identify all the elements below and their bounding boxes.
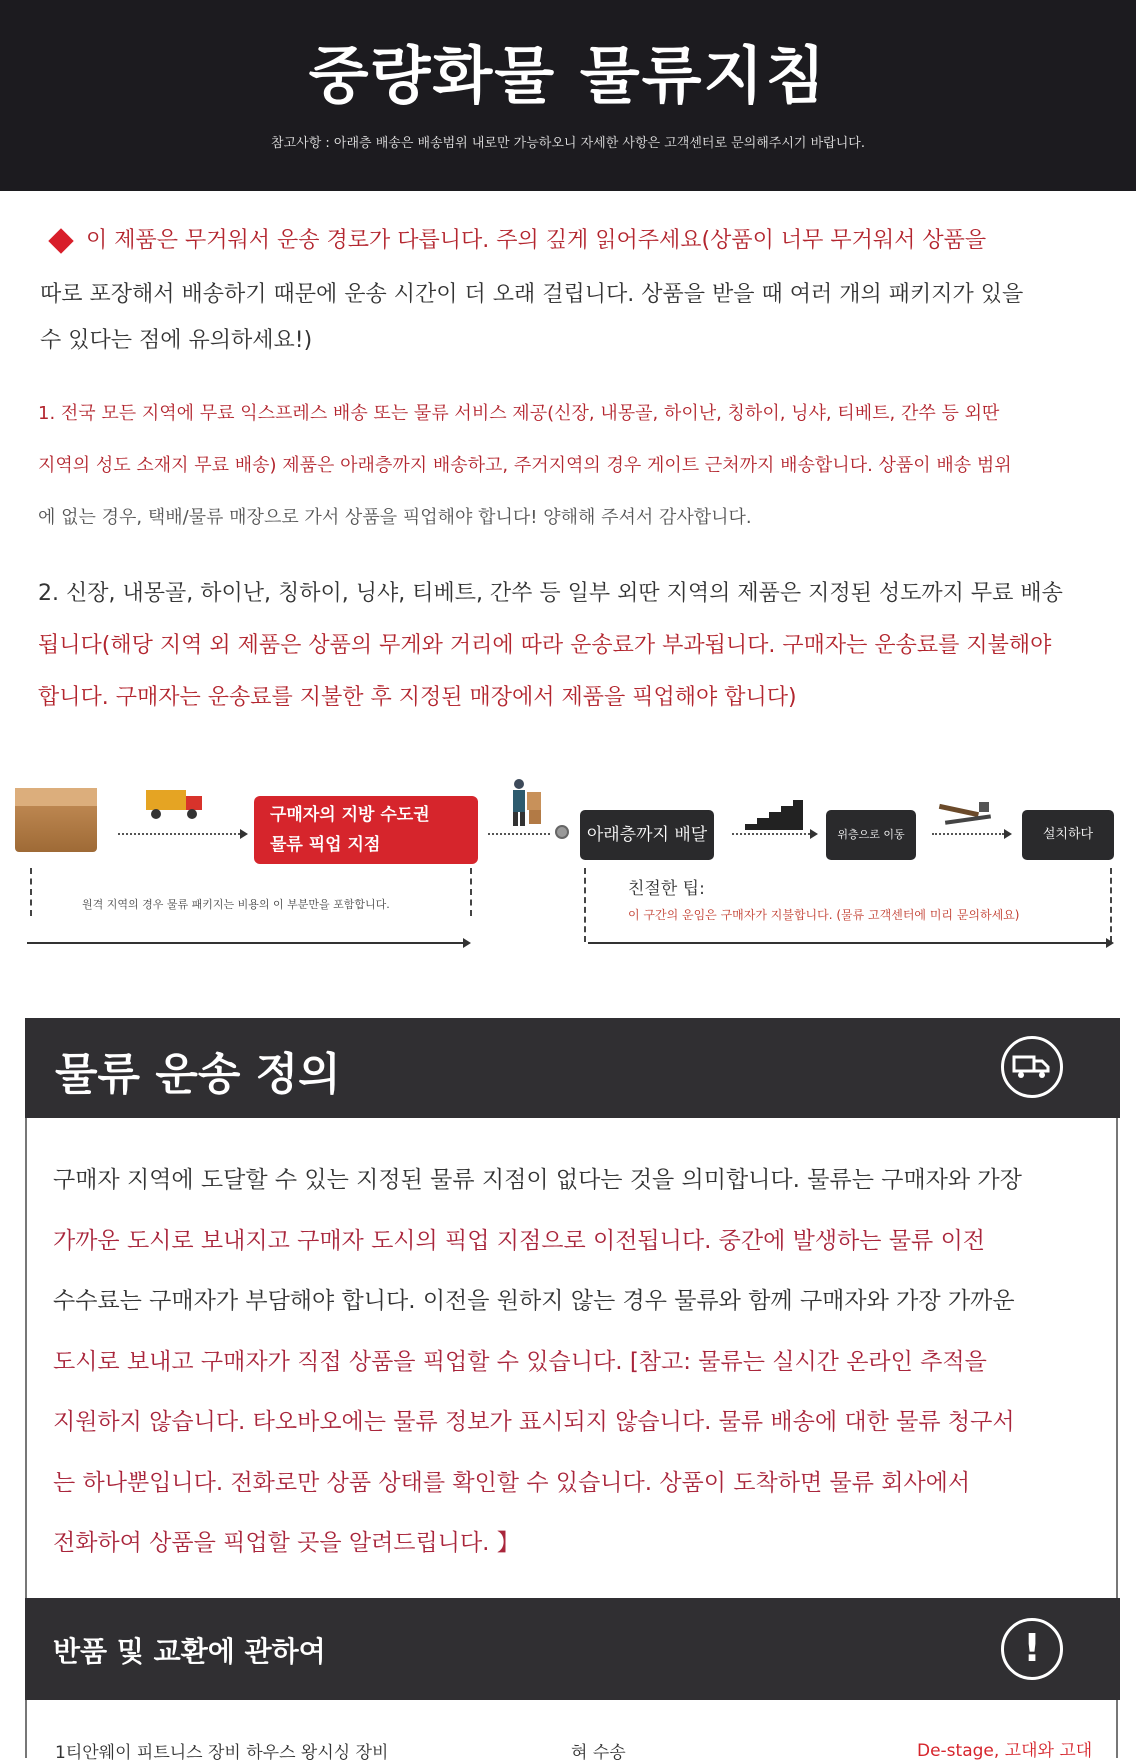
flow-node-icon bbox=[555, 825, 569, 839]
truck-icon bbox=[146, 786, 206, 820]
downstairs-delivery-box: 아래층까지 배달 bbox=[580, 810, 714, 860]
intro-line-2: 따로 포장해서 배송하기 때문에 운송 시간이 더 오래 걸립니다. 상품을 받을 때 여러 개의 패키지가 있을 bbox=[40, 282, 1024, 307]
remote-area-note: 원격 지역의 경우 물류 패키지는 비용의 이 부분만을 포함합니다. bbox=[82, 898, 390, 911]
tip-title: 친절한 팁: bbox=[628, 879, 705, 899]
pickup-point-box bbox=[254, 796, 478, 864]
intro-notice bbox=[40, 212, 1100, 366]
definition-body bbox=[25, 1118, 1118, 1598]
returns-body bbox=[25, 1700, 1118, 1763]
point-1 bbox=[38, 388, 1108, 544]
point-2-line-1: 2. 신장, 내몽골, 하이난, 칭하이, 닝샤, 티베트, 간쑤 등 일부 외딴 지역의 제품은 지정된 성도까지 무료 배송 bbox=[38, 581, 1063, 606]
package-box-icon bbox=[15, 788, 97, 852]
returns-partial-3: De-stage, 고대와 고대 bbox=[917, 1741, 1093, 1761]
header-note: 참고사항 : 아래층 배송은 배송범위 내로만 가능하오니 자세한 사항은 고객센터로 문의해주시기 바랍니다. bbox=[271, 136, 865, 151]
definition-line-1: 구매자 지역에 도달할 수 있는 지정된 물류 지점이 없다는 것을 의미합니다. 물류는 구매자와 가장 bbox=[53, 1167, 1022, 1193]
point-2 bbox=[38, 568, 1108, 724]
point-2-line-2: 됩니다(해당 지역 외 제품은 상품의 무게와 거리에 따라 운송료가 부과됩니다. 구매자는 운송료를 지불해야 bbox=[38, 633, 1052, 658]
intro-line-1 bbox=[40, 212, 1100, 270]
pickup-line-1: 구매자의 지방 수도권 bbox=[270, 805, 430, 825]
returns-partial-2: 혀 수송 bbox=[571, 1743, 626, 1763]
exclamation-icon: ! bbox=[1001, 1618, 1063, 1680]
definition-line-2: 가까운 도시로 보내지고 구매자 도시의 픽업 지점으로 이전됩니다. 중간에 발생하는 물류 이전 bbox=[53, 1227, 986, 1254]
truck-circle-icon bbox=[1001, 1036, 1063, 1098]
definition-line-5: 지원하지 않습니다. 타오바오에는 물류 정보가 표시되지 않습니다. 물류 배송에 대한 물류 청구서 bbox=[53, 1409, 1015, 1435]
definition-text bbox=[53, 1150, 1103, 1574]
install-box: 설치하다 bbox=[1022, 810, 1114, 860]
intro-line-1-text: 이 제품은 무거워서 운송 경로가 다릅니다. 주의 깊게 읽어주세요(상품이 너무 무거워서 상품을 bbox=[86, 228, 987, 253]
definition-line-3: 수수료는 구매자가 부담해야 합니다. 이전을 원하지 않는 경우 물류와 함께 구매자와 가장 가까운 bbox=[53, 1288, 1015, 1314]
point-1-line-1: 1. 전국 모든 지역에 무료 익스프레스 배송 또는 물류 서비스 제공(신장, 내몽골, 하이난, 칭하이, 닝샤, 티베트, 간쑤 등 외딴 bbox=[38, 403, 1000, 424]
returns-title: 반품 및 교환에 관하여 bbox=[53, 1635, 326, 1668]
page-title: 중량화물 물류지침 bbox=[308, 39, 828, 112]
move-upstairs-box: 위층으로 이동 bbox=[826, 810, 916, 860]
definition-line-6: 는 하나뿐입니다. 전화로만 상품 상태를 확인할 수 있습니다. 상품이 도착하면 물류 회사에서 bbox=[53, 1469, 971, 1496]
diamond-bullet-icon bbox=[48, 228, 73, 253]
stairs-icon bbox=[745, 800, 803, 830]
point-2-line-3: 합니다. 구매자는 운송료를 지불한 후 지정된 매장에서 제품을 픽업해야 합니다) bbox=[38, 685, 797, 710]
definition-line-7: 전화하여 상품을 픽업할 곳을 알려드립니다. 】 bbox=[53, 1530, 520, 1556]
point-1-line-3: 에 없는 경우, 택배/물류 매장으로 가서 상품을 픽업해야 합니다! 양해해 주셔서 감사합니다. bbox=[38, 507, 752, 528]
tip-text: 이 구간의 운임은 구매자가 지불합니다. (물류 고객센터에 미리 문의하세요) bbox=[628, 908, 1020, 922]
delivery-flow-diagram bbox=[0, 770, 1136, 970]
definition-section-header bbox=[25, 1018, 1120, 1118]
returns-section-header bbox=[25, 1598, 1120, 1700]
page-header bbox=[0, 0, 1136, 191]
definition-line-4: 도시로 보내고 구매자가 직접 상품을 픽업할 수 있습니다. [참고: 물류는 실시간 온라인 추적을 bbox=[53, 1348, 987, 1375]
pickup-line-2: 물류 픽업 지점 bbox=[270, 835, 381, 855]
intro-line-3: 수 있다는 점에 유의하세요!) bbox=[40, 328, 313, 353]
returns-partial-1: 1티안웨이 피트니스 장비 하우스 왕시싱 장비 bbox=[55, 1743, 389, 1763]
tools-icon bbox=[935, 800, 995, 830]
definition-title: 물류 운송 정의 bbox=[55, 1049, 341, 1100]
delivery-person-icon bbox=[505, 778, 545, 826]
point-1-line-2: 지역의 성도 소재지 무료 배송) 제품은 아래층까지 배송하고, 주거지역의 경우 게이트 근처까지 배송합니다. 상품이 배송 범위 bbox=[38, 455, 1012, 476]
